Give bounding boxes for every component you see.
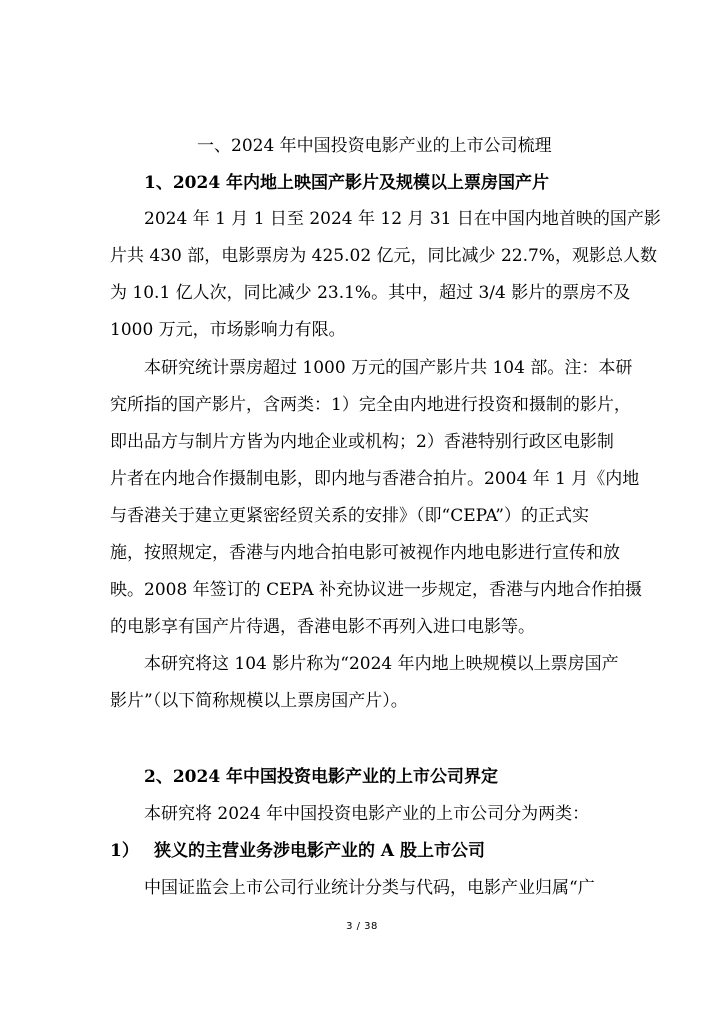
page-title: 一、2024 年中国投资电影产业的上市公司梳理 <box>197 136 552 156</box>
paragraph-line: 为 10.1 亿人次，同比减少 23.1%。其中，超过 3/4 影片的票房不及 <box>110 283 631 303</box>
paragraph-line: 本研究统计票房超过 1000 万元的国产影片共 104 部。注：本研 <box>144 358 633 378</box>
paragraph-line: 即出品方与制片方皆为内地企业或机构；2）香港特别行政区电影制 <box>110 432 614 452</box>
paragraph-line: 片者在内地合作摄制电影，即内地与香港合拍片。2004 年 1 月《内地 <box>110 469 640 489</box>
paragraph-line: 的电影享有国产片待遇，香港电影不再列入进口电影等。 <box>110 617 535 637</box>
paragraph-line: 1000 万元，市场影响力有限。 <box>110 320 346 340</box>
subsection-number: 1） <box>110 841 139 861</box>
paragraph-line: 2024 年 1 月 1 日至 2024 年 12 月 31 日在中国内地首映的国产影 <box>144 209 661 229</box>
paragraph-line: 片共 430 部，电影票房为 425.02 亿元，同比减少 22.7%，观影总人数 <box>110 246 657 266</box>
paragraph-line: 究所指的国产影片，含两类：1）完全由内地进行投资和摄制的影片， <box>110 395 631 415</box>
paragraph-5: 中国证监会上市公司行业统计分类与代码，电影产业归属“广 <box>144 878 595 898</box>
paragraph-line: 影片”（以下简称规模以上票房国产片）。 <box>110 691 408 711</box>
section-heading-1: 1、2024 年内地上映国产影片及规模以上票房国产片 <box>144 173 550 193</box>
subsection-title: 狭义的主营业务涉电影产业的 A 股上市公司 <box>154 841 486 861</box>
page-number: 3 / 38 <box>346 921 378 932</box>
section-heading-2: 2、2024 年中国投资电影产业的上市公司界定 <box>144 767 499 787</box>
paragraph-line: 施，按照规定，香港与内地合拍电影可被视作内地电影进行宣传和放 <box>110 543 620 563</box>
paragraph-line: 本研究将这 104 影片称为“2024 年内地上映规模以上票房国产 <box>144 654 619 674</box>
paragraph-line: 与香港关于建立更紧密经贸关系的安排》（即“CEPA”）的正式实 <box>110 506 589 526</box>
paragraph-4: 本研究将 2024 年中国投资电影产业的上市公司分为两类： <box>144 804 590 824</box>
paragraph-line: 映。2008 年签订的 CEPA 补充协议进一步规定，香港与内地合作拍摄 <box>110 580 643 600</box>
